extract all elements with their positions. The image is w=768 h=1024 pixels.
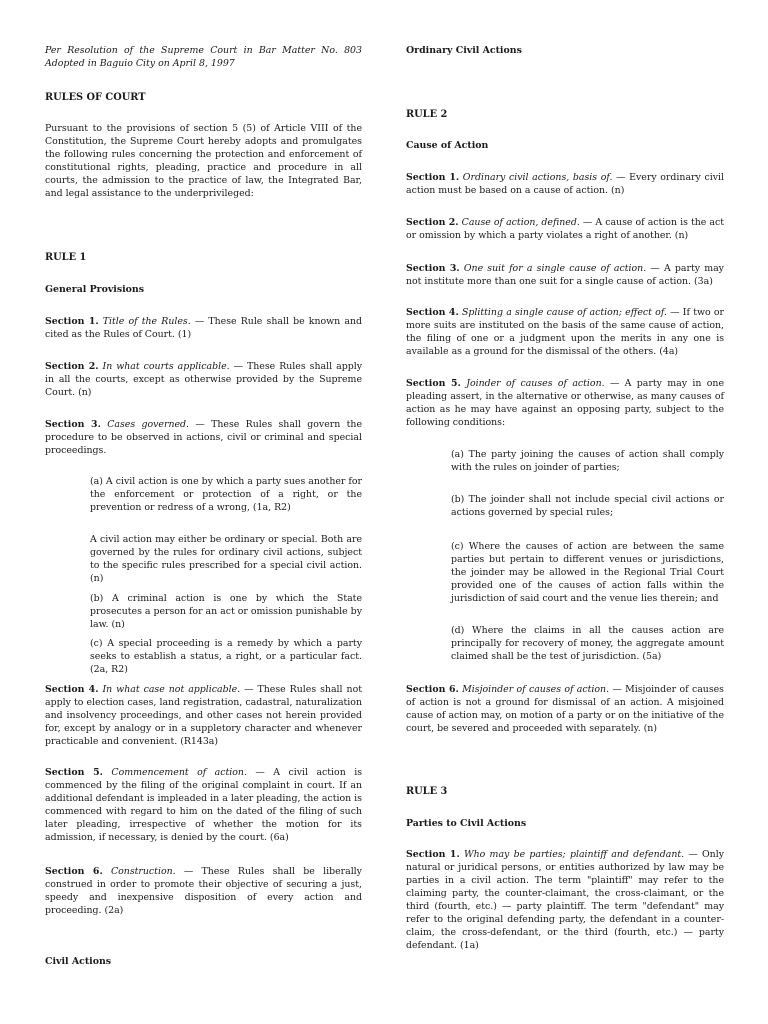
section-body: — Misjoinder of causes of action is not a ground for dismissal of an action. A misjoined cause of action may, on motion of a party or on the initiative of the court, be severed and proceeded with separately. (n) [406,684,724,734]
section-label: Section 3. [45,419,101,430]
section-label: Section 1. [406,849,460,860]
section-title: In what courts applicable. [102,361,230,372]
section-3b-paragraph: (b) A criminal action is one by which the State prosecutes a person for an act or omission punishable by law. (n) [90,593,362,630]
civil-actions-heading: Civil Actions [45,956,112,967]
section-label: Section 6. [45,866,103,877]
section-body: — These Rule shall be known and cited as the Rules of Court. (1) [45,316,362,340]
section-title: Cause of action, defined. [461,217,580,228]
section-label: Section 4. [45,684,99,695]
resolution-note: Per Resolution of the Supreme Court in Bar Matter No. 803 Adopted in Baguio City on April 8, 1997 [45,45,362,69]
section-title: Who may be parties; plaintiff and defendant. [463,849,685,860]
rule-2-section-6-paragraph [406,684,724,736]
rule-1-label: RULE 1 [45,252,87,263]
rule-2-section-5d-paragraph: (d) Where the claims in all the causes action are principally for recovery of money, the aggregate amount claimed shall be the test of jurisdiction. (5a) [451,625,724,662]
section-label: Section 1. [45,316,99,327]
section-label: Section 5. [406,378,461,389]
section-body: — A party may not institute more than one suit for a single cause of action. (3a) [406,263,724,287]
rule-2-section-5c-paragraph: (c) Where the causes of action are between the same parties but pertain to different venues or jurisdictions, the joinder may be allowed in the Regional Trial Court provided one of the causes of action falls within the jurisdiction of said court and the venue lies therein; and [451,541,724,604]
section-1-paragraph [45,316,362,342]
section-title: Cases governed. [107,419,190,430]
preamble-paragraph: Pursuant to the provisions of section 5 (5) of Article VIII of the Constitution, the Supreme Court hereby adopts and promulgates the following rules concerning the protection and enforcement of constitutional rights, pleading, practice and procedure in all courts, the admission to the practice of law, the Integrated Bar, and legal assistance to the underprivileged: [45,123,362,199]
section-body: — These Rules shall be liberally construed in order to promote their objective of securing a just, speedy and inexpensive disposition of every action and proceeding. (2a) [45,866,362,916]
section-3c-paragraph: (c) A special proceeding is a remedy by which a party seeks to establish a status, a right, or a particular fact. (2a, R2) [90,638,362,675]
section-label: Section 1. [406,172,460,183]
ordinary-civil-actions-heading: Ordinary Civil Actions [406,45,522,56]
section-body: — These Rules shall govern the procedure to be observed in actions, civil or criminal and special proceedings. [45,419,362,456]
rule-2-section-5a-paragraph: (a) The party joining the causes of action shall comply with the rules on joinder of parties; [451,449,724,473]
section-label: Section 2. [45,361,99,372]
section-body: — A party may in one pleading assert, in the alternative or otherwise, as many causes of action as he may have against an opposing party, subject to the following conditions: [406,378,724,428]
rule-2-section-4-paragraph [406,307,724,359]
rule-3-section-1-paragraph [406,849,724,953]
section-body: — Every ordinary civil action must be based on a cause of action. (n) [406,172,724,196]
rule-2-label: RULE 2 [406,109,448,120]
rule-3-label: RULE 3 [406,786,448,797]
section-label: Section 4. [406,307,459,318]
section-5-paragraph [45,767,362,845]
section-title: One suit for a single cause of action. [463,263,647,274]
section-3a-paragraph: (a) A civil action is one by which a party sues another for the enforcement or protection of a right, or the prevention or redress of a wrong, (1a, R2) [90,476,362,513]
section-title: Splitting a single cause of action; effect of. [461,307,667,318]
section-title: In what case not applicable. [102,684,241,695]
section-4-paragraph [45,684,362,749]
section-body: — Only natural or juridical persons, or entities authorized by law may be parties in a civil action. The term "plaintiff" may refer to the claiming party, the counter-claimant, the cross-claimant, or the third (fourth, etc.) — party plaintiff. The term "defendant" may refer to the original defending party, the defendant in a counter-claim, the cross-defendant, or the third (fourth, etc.) — party defendant. (1a) [406,849,724,951]
rule-2-section-3-paragraph [406,263,724,289]
section-label: Section 6. [406,684,459,695]
rule-2-section-5b-paragraph: (b) The joinder shall not include special civil actions or actions governed by special rules; [451,494,724,518]
section-label: Section 5. [45,767,103,778]
section-label: Section 2. [406,217,459,228]
section-body: — If two or more suits are instituted on the basis of the same cause of action, the filing of one or a judgment upon the merits in any one is available as a ground for the dismissal of the others. (4a) [406,307,725,357]
section-body: — These Rules shall not apply to election cases, land registration, cadastral, naturalization and insolvency proceedings, and other cases not herein provided for, except by analogy or in a suppletory character and whenever practicable and convenient. (R143a) [45,684,362,747]
rule-3-heading: Parties to Civil Actions [406,818,527,829]
rule-1-heading: General Provisions [45,284,145,295]
section-6-paragraph [45,866,362,918]
section-body: — These Rules shall apply in all the courts, except as otherwise provided by the Supreme Court. (n) [45,361,362,398]
rule-2-heading: Cause of Action [406,140,489,151]
section-body: — A cause of action is the act or omission by which a party violates a right of another. (n) [406,217,724,241]
section-2-paragraph [45,361,362,400]
section-title: Commencement of action. [111,767,247,778]
rule-2-section-5-paragraph [406,378,724,430]
section-title: Ordinary civil actions, basis of. [462,172,613,183]
document-title: RULES OF COURT [45,92,146,103]
section-3a-note-paragraph: A civil action may either be ordinary or special. Both are governed by the rules for ordinary civil actions, subject to the specific rules prescribed for a special civil action. (n) [90,534,362,584]
section-body: — A civil action is commenced by the filing of the original complaint in court. If an additional defendant is impleaded in a later pleading, the action is commenced with regard to him on the dated of the filing of such later pleading, irrespective of whether the motion for its admission, if necessary, is denied by the court. (6a) [45,767,363,843]
section-title: Construction. [110,866,176,877]
section-title: Joinder of causes of action. [466,378,605,389]
rule-2-section-1-paragraph [406,172,724,198]
rule-2-section-2-paragraph [406,217,724,243]
section-title: Misjoinder of causes of action. [462,684,610,695]
section-title: Title of the Rules. [102,316,191,327]
section-3-paragraph [45,419,362,458]
section-label: Section 3. [406,263,460,274]
